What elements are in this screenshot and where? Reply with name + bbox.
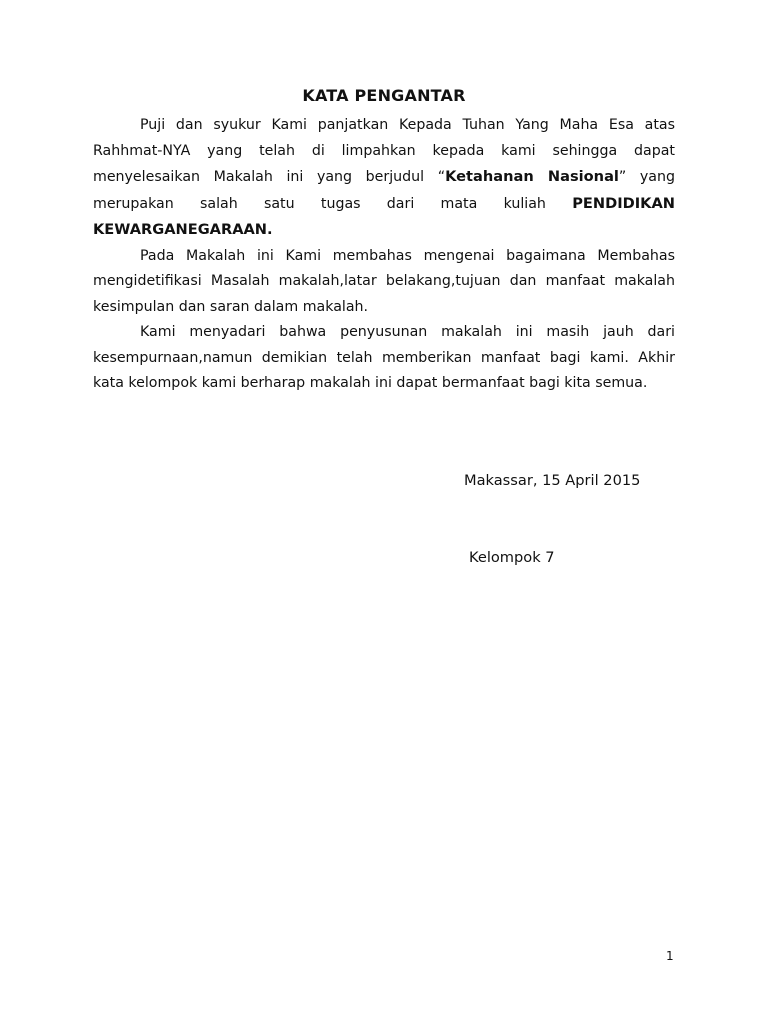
place-date: Makassar, 15 April 2015 (464, 472, 641, 489)
paragraph-intro (93, 113, 675, 244)
page-title: KATA PENGANTAR (302, 86, 466, 105)
paragraph-intro-text: Puji dan syukur Kami panjatkan Kepada Tuhan Yang Maha Esa atas Rahhmat-NYA yang telah di limpahkan kepada kami sehingga dapat menyelesaikan Makalah ini yang berjudul “ (93, 117, 675, 185)
group-name: Kelompok 7 (469, 549, 555, 566)
document-body (93, 113, 675, 397)
paragraph-closing: Kami menyadari bahwa penyusunan makalah ini masih jauh dari kesempurnaan,namun demikian telah memberikan manfaat bagi kami. Akhir kata kelompok kami berharap makalah ini dapat bermanfaat bagi kita semua. (93, 324, 675, 391)
paragraph-intro-course: PENDIDIKAN KEWARGANEGARAAN. (93, 194, 675, 238)
paragraph-intro-text-middle: ” yang merupakan salah satu tugas dari mata kuliah (93, 169, 675, 212)
paragraph-scope: Pada Makalah ini Kami membahas mengenai bagaimana Membahas mengidetifikasi Masalah makalah,latar belakang,tujuan dan manfaat makalah kesimpulan dan saran dalam makalah. (93, 247, 675, 315)
paragraph-intro-topic: Ketahanan Nasional (445, 168, 619, 185)
page-number: 1 (666, 949, 674, 963)
